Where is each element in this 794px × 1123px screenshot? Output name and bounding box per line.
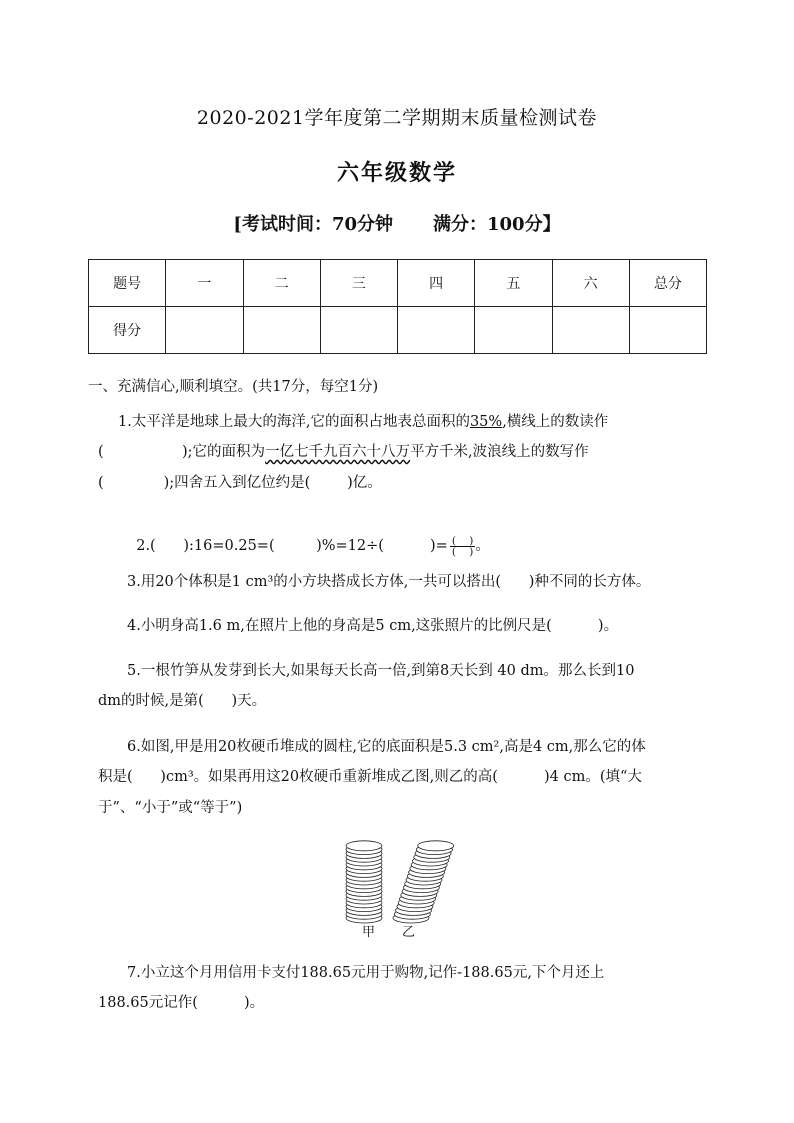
- score-entry-cell: [552, 307, 629, 354]
- question-1-line-1: [118, 410, 608, 431]
- question-6-line-3: 于”、“小于”或“等于”): [98, 800, 243, 816]
- score-table-cell: 六: [552, 260, 629, 307]
- figure-label-a: 甲: [362, 925, 376, 940]
- score-label-cell: 得分: [89, 307, 166, 354]
- score-table: [88, 259, 707, 354]
- q2-end: 。: [475, 538, 490, 554]
- score-table-cell: 三: [320, 260, 397, 307]
- score-table-cell: 题号: [89, 260, 166, 307]
- subject-title: 六年级数学: [336, 160, 457, 186]
- q1-text-c: ,横线上的数读作: [502, 414, 609, 430]
- score-table-cell: 二: [243, 260, 320, 307]
- q2-fraction: [450, 536, 476, 557]
- score-table-cell: 总分: [629, 260, 706, 307]
- score-entry-cell: [475, 307, 552, 354]
- coin: [418, 841, 454, 851]
- coin: [346, 841, 382, 851]
- score-table-score-row: [89, 307, 707, 354]
- question-3: 3.用20个体积是1 cm³的小方块搭成长方体,一共可以搭出( )种不同的长方体。: [127, 574, 651, 590]
- score-entry-cell: [320, 307, 397, 354]
- q2-fraction-denominator: ( ): [451, 545, 474, 558]
- question-1-line-3: ( );四舍五入到亿位约是( )亿。: [98, 475, 382, 491]
- question-1-line-2: [98, 440, 589, 461]
- full-score: 满分：100分】: [433, 214, 561, 235]
- score-entry-cell: [398, 307, 475, 354]
- q1-text-a: 1.太平洋是地球上最大的海洋,它的面积占地表总面积的: [118, 414, 470, 430]
- q2-text: 2.( ):16=0.25=( )%=12÷( )=: [136, 538, 448, 554]
- question-7-line-1: 7.小立这个月用信用卡支付188.65元用于购物,记作-188.65元,下个月还上: [127, 965, 605, 981]
- question-7-line-2: 188.65元记作( )。: [98, 995, 265, 1011]
- question-5-line-2: dm的时候,是第( )天。: [98, 693, 267, 709]
- q2-fraction-numerator: ( ): [451, 534, 474, 547]
- q1-text-2c: 平方千米,波浪线上的数写作: [410, 444, 589, 460]
- question-2: [127, 518, 490, 557]
- coin-stack-a: [346, 841, 382, 923]
- question-4: 4.小明身高1.6 m,在照片上他的身高是5 cm,这张照片的比例尺是( )。: [127, 618, 619, 634]
- coin-stacks-figure: [339, 834, 459, 942]
- coin-stack-b: [393, 841, 454, 923]
- score-entry-cell: [629, 307, 706, 354]
- question-6-line-1: 6.如图,甲是用20枚硬币堆成的圆柱,它的底面积是5.3 cm²,高是4 cm,那么它的体: [127, 739, 646, 755]
- q1-underlined-number: 35%: [469, 414, 503, 430]
- figure-label-b: 乙: [402, 925, 416, 940]
- exam-info: [0, 210, 794, 236]
- score-entry-cell: [243, 307, 320, 354]
- q1-wavy-number: 一亿七千九百六十八万: [265, 444, 411, 460]
- exam-title: 2020-2021学年度第二学期期末质量检测试卷: [196, 107, 598, 129]
- score-table-header-row: [89, 260, 707, 307]
- score-table-cell: 五: [475, 260, 552, 307]
- exam-time: [考试时间：70分钟: [233, 214, 393, 235]
- score-table-cell: 四: [398, 260, 475, 307]
- q1-text-2a: ( );它的面积为: [98, 444, 266, 460]
- score-table-cell: 一: [166, 260, 243, 307]
- score-entry-cell: [166, 307, 243, 354]
- section-heading: 一、充满信心,顺利填空。(共17分，每空1分): [88, 379, 379, 395]
- question-5-line-1: 5.一根竹笋从发芽到长大,如果每天长高一倍,到第8天长到 40 dm。那么长到10: [127, 663, 635, 679]
- question-6-line-2: 积是( )cm³。如果再用这20枚硬币重新堆成乙图,则乙的高( )4 cm。(填“大: [98, 769, 642, 785]
